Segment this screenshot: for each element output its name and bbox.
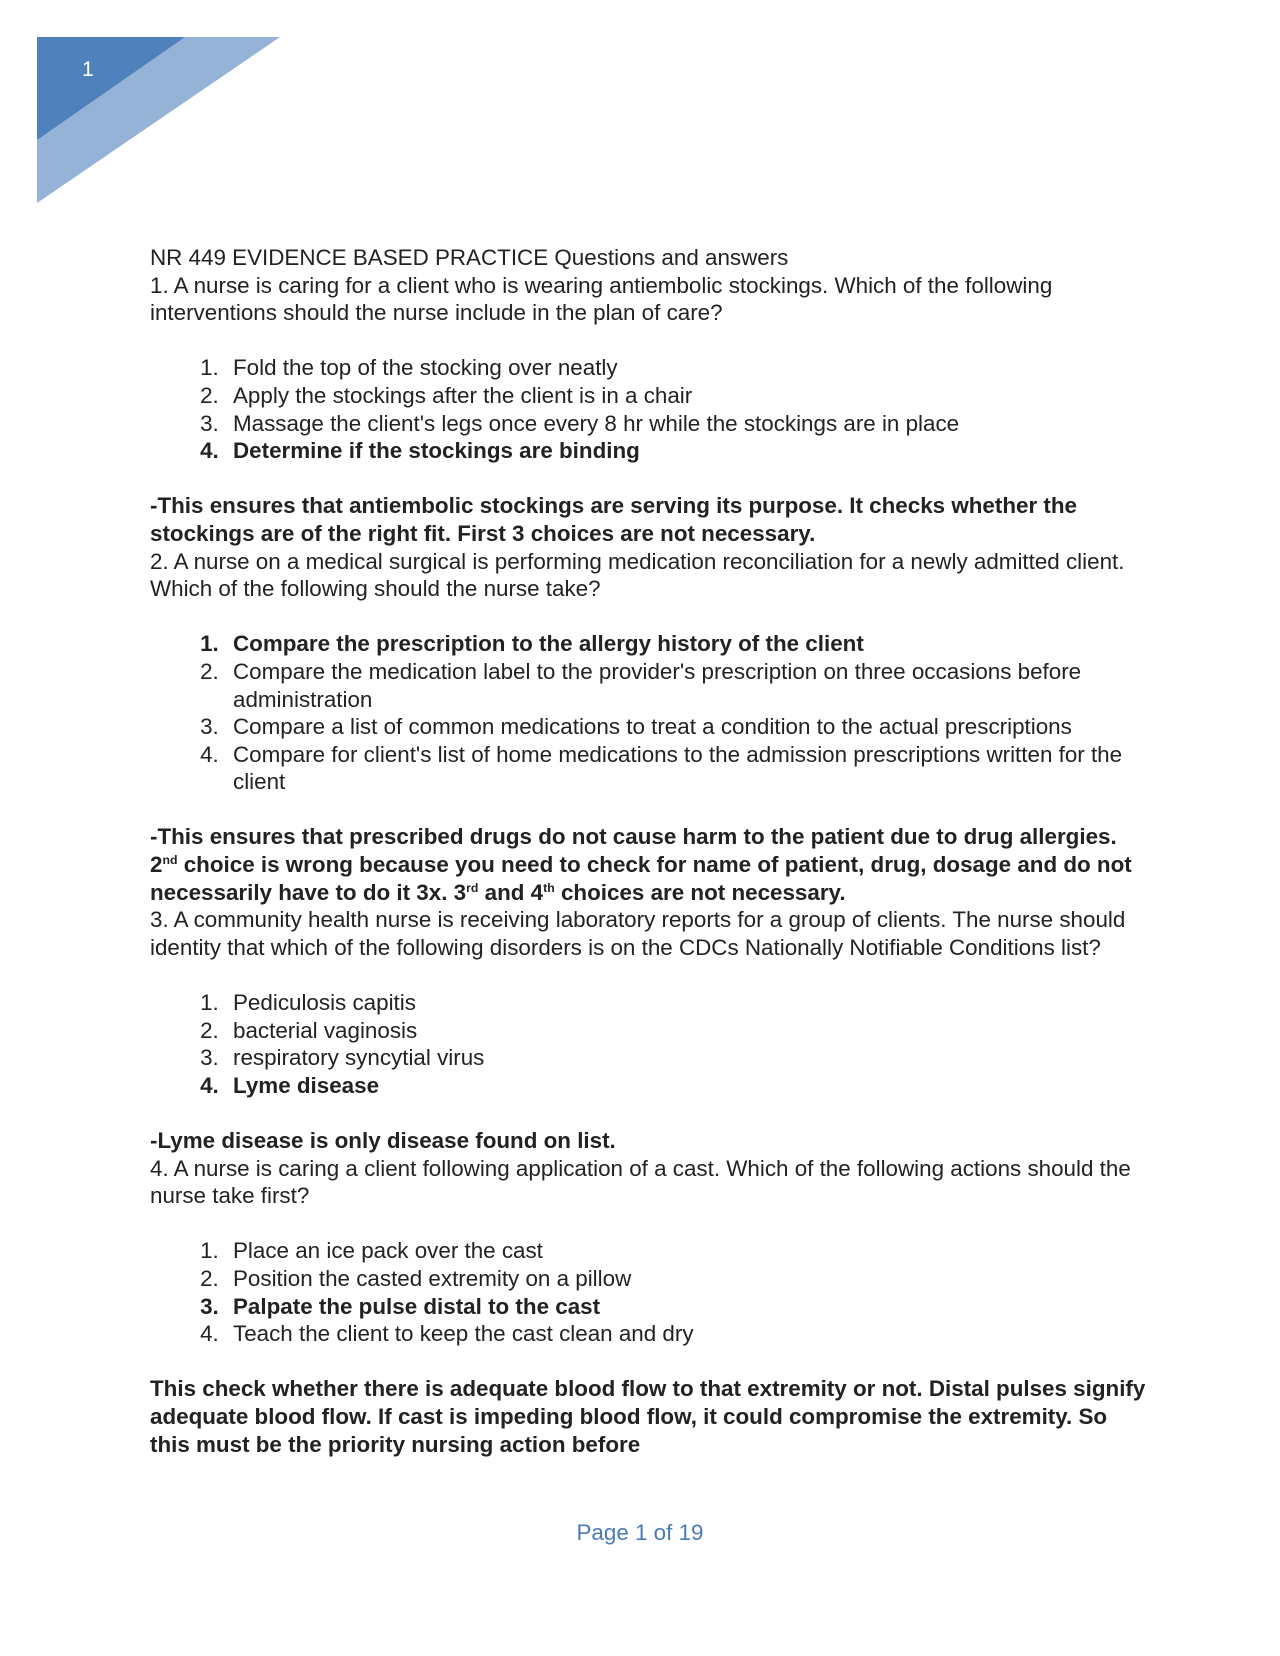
question-3-text: 3. A community health nurse is receiving laboratory reports for a group of clients. The nurse should identity that which of the following disorders is on the CDCs Nationally Notifiable Conditions list? [150, 907, 1126, 960]
question-3-option-3: 3. respiratory syncytial virus [225, 1044, 1150, 1072]
question-4-explanation: This check whether there is adequate blood flow to that extremity or not. Distal pulses signify adequate blood flow. If cast is impeding blood flow, it could compromise the extremity. So this must be the priority nursing action before [150, 1376, 1146, 1457]
q2-expl-sup-nd: nd [162, 853, 178, 868]
header-page-number: 1 [82, 58, 94, 81]
q2-expl-part1: -This ensures that prescribed drugs do not cause harm to the patient due to drug allergies. 2 [150, 824, 1117, 878]
question-2-options [150, 630, 1150, 796]
q2-expl-sup-th: th [543, 880, 555, 895]
question-3-option-4-correct: 4. Lyme disease [225, 1072, 1150, 1100]
q2-expl-sup-rd: rd [466, 880, 479, 895]
question-2-explanation [150, 823, 1150, 906]
question-2-option-3: 3. Compare a list of common medications to treat a condition to the actual prescriptions [225, 713, 1150, 741]
q2-expl-part4: choices are not necessary. [554, 879, 846, 905]
q2-expl-part2: choice is wrong because you need to check for name of patient, drug, dosage and do not necessarily have to do it 3x. 3 [150, 852, 1132, 905]
question-4-text: 4. A nurse is caring a client following application of a cast. Which of the following actions should the nurse take first? [150, 1155, 1131, 1209]
page-footer: Page 1 of 19 [576, 1520, 704, 1545]
question-1-text: 1. A nurse is caring for a client who is wearing antiembolic stockings. Which of the following interventions should the nurse include in the plan of care? [150, 272, 1053, 326]
question-4-option-3-correct: 3. Palpate the pulse distal to the cast [225, 1293, 1150, 1321]
question-4-option-1: 1. Place an ice pack over the cast [225, 1237, 1150, 1265]
question-2-option-1-correct: 1. Compare the prescription to the allergy history of the client [225, 630, 1150, 658]
question-1-option-2: 2. Apply the stockings after the client is in a chair [225, 382, 1150, 410]
document-body [150, 244, 1150, 1458]
question-3-option-2: 2. bacterial vaginosis [225, 1017, 1150, 1045]
question-4-options [150, 1237, 1150, 1347]
page-corner-decoration [0, 0, 300, 220]
q2-expl-part3: and 4 [478, 879, 544, 905]
question-3-options [150, 989, 1150, 1099]
document-title: NR 449 EVIDENCE BASED PRACTICE Questions and answers [150, 245, 789, 270]
question-2-option-4: 4. Compare for client's list of home medications to the admission prescriptions written for the client [225, 741, 1150, 796]
question-1-option-1: 1. Fold the top of the stocking over neatly [225, 354, 1150, 382]
question-1-option-4-correct: 4. Determine if the stockings are binding [225, 437, 1150, 465]
question-4-option-4: 4. Teach the client to keep the cast clean and dry [225, 1320, 1150, 1348]
question-3-option-1: 1. Pediculosis capitis [225, 989, 1150, 1017]
question-1-options [150, 354, 1150, 464]
question-4-option-2: 2. Position the casted extremity on a pillow [225, 1265, 1150, 1293]
question-2-option-2: 2. Compare the medication label to the provider's prescription on three occasions before administration [225, 658, 1150, 713]
question-1-explanation: -This ensures that antiembolic stockings are serving its purpose. It checks whether the stockings are of the right fit. First 3 choices are not necessary. [150, 493, 1077, 546]
question-2-text: 2. A nurse on a medical surgical is performing medication reconciliation for a newly admitted client. Which of the following should the nurse take? [150, 548, 1125, 602]
question-1-option-3: 3. Massage the client's legs once every 8 hr while the stockings are in place [225, 410, 1150, 438]
question-3-explanation: -Lyme disease is only disease found on list. [150, 1128, 616, 1153]
